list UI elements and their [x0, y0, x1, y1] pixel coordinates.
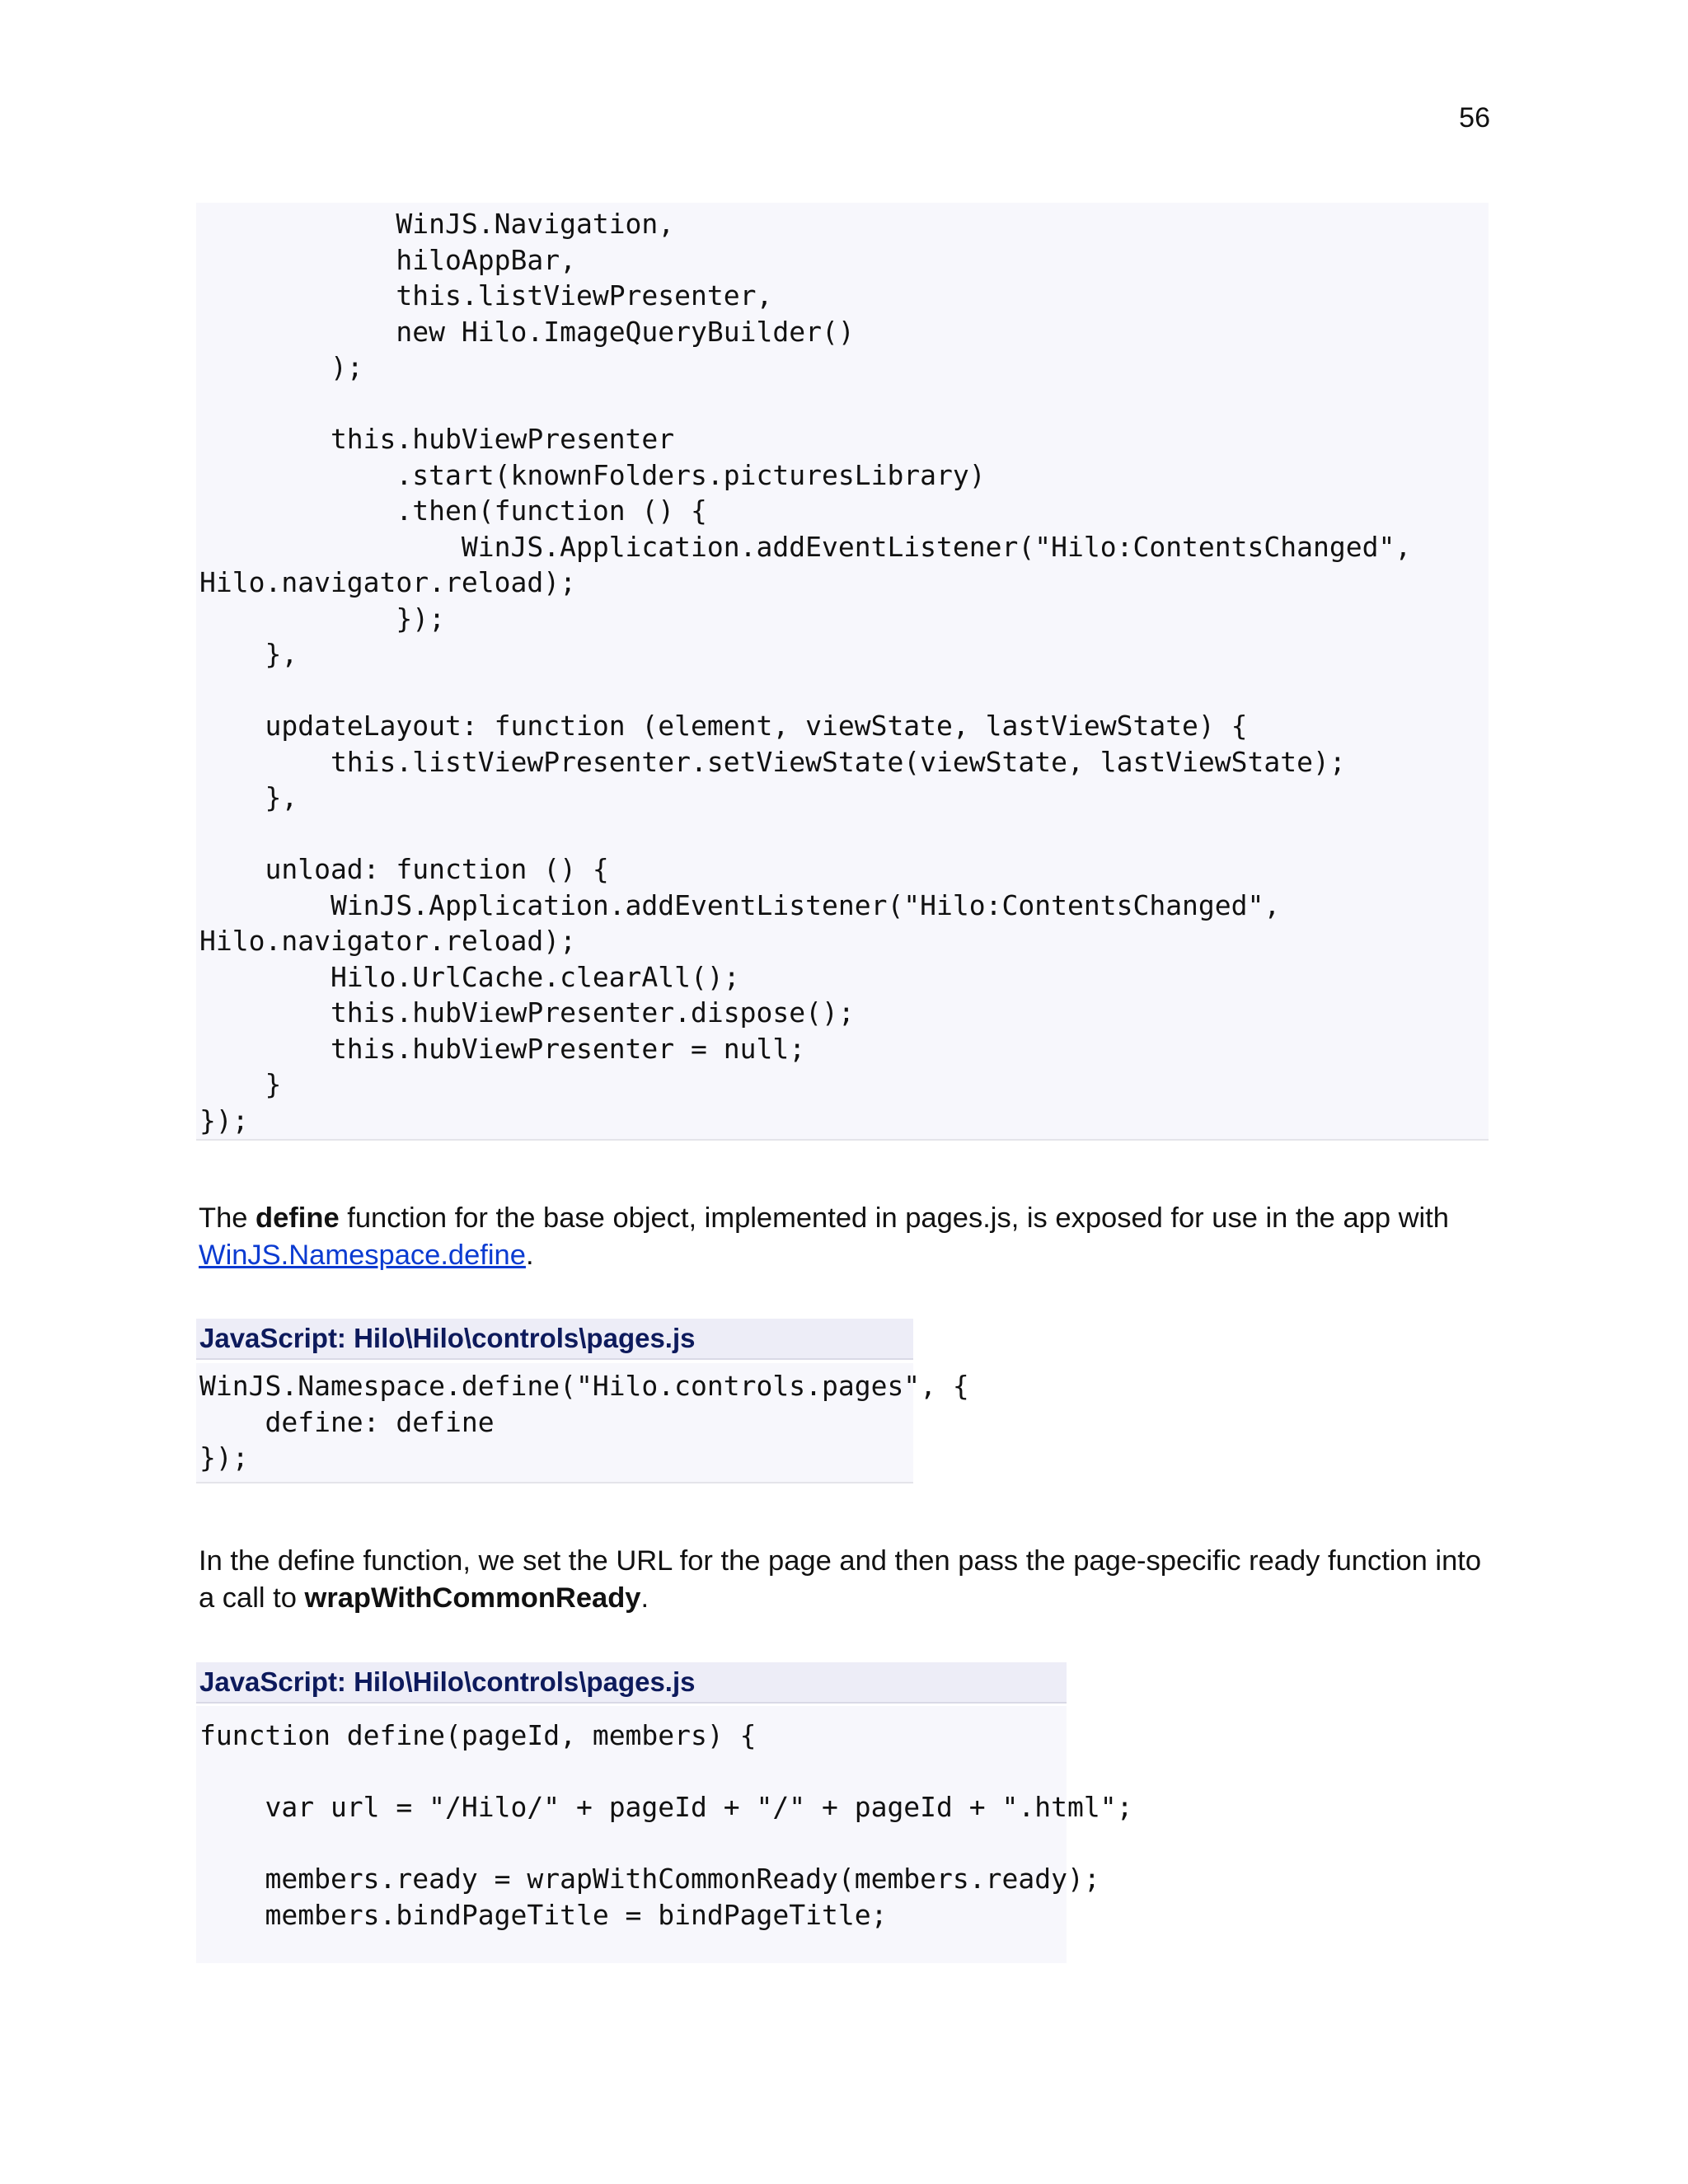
code-line: });: [199, 1104, 249, 1137]
code-line: this.listViewPresenter.setViewState(viewState, lastViewState);: [199, 745, 1346, 778]
code-line: var url = "/Hilo/" + pageId + "/" + pageId + ".html";: [199, 1791, 1133, 1823]
paragraph-text: .: [525, 1240, 534, 1271]
code-line: members.ready = wrapWithCommonReady(members.ready);: [199, 1863, 1100, 1895]
code-line: this.listViewPresenter,: [199, 279, 773, 312]
code-line: this.hubViewPresenter = null;: [199, 1032, 806, 1065]
code-line: Hilo.navigator.reload);: [199, 925, 576, 957]
paragraph-define-intro: [199, 1200, 1493, 1274]
code-block-hub-page: [196, 203, 1489, 1141]
code-line: Hilo.UrlCache.clearAll();: [199, 960, 740, 993]
code-line: hiloAppBar,: [199, 243, 576, 276]
code-line: [196, 386, 1489, 422]
code-line: new Hilo.ImageQueryBuilder(): [199, 315, 855, 348]
code-line: },: [199, 781, 298, 813]
page-number: 56: [1459, 102, 1490, 134]
code-line: WinJS.Application.addEventListener("Hilo:ContentsChanged",: [199, 530, 1412, 563]
code-line: [196, 673, 1489, 709]
code-line: }: [199, 1068, 282, 1100]
paragraph-text: The: [199, 1202, 256, 1234]
code-line: members.bindPageTitle = bindPageTitle;: [199, 1898, 888, 1931]
code-header-pages-js: JavaScript: Hilo\Hilo\controls\pages.js: [196, 1319, 913, 1360]
code-block-namespace-define: [196, 1363, 969, 1483]
code-block-define-function: [196, 1706, 1133, 1963]
code-line: .start(knownFolders.picturesLibrary): [199, 458, 986, 491]
code-line: WinJS.Navigation,: [199, 208, 675, 240]
paragraph-text: function for the base object, implemented in pages.js, is exposed for use in the app with: [339, 1202, 1449, 1234]
code-header-pages-js: JavaScript: Hilo\Hilo\controls\pages.js: [196, 1662, 1067, 1704]
code-line: unload: function () {: [199, 853, 609, 885]
code-line: this.hubViewPresenter.dispose();: [199, 996, 855, 1029]
code-line: [196, 1754, 1067, 1790]
code-line: Hilo.navigator.reload);: [199, 566, 576, 598]
code-line: WinJS.Namespace.define("Hilo.controls.pages", {: [199, 1370, 969, 1402]
paragraph-text: In the define function, we set the URL for the page and then pass the page-specific ready function into a call to: [199, 1545, 1482, 1614]
code-line: define: define: [199, 1405, 495, 1438]
bold-term-wrapwithcommonready: wrapWithCommonReady: [304, 1582, 641, 1614]
paragraph-define-function: [199, 1543, 1493, 1617]
code-line: [196, 1825, 1067, 1862]
code-line: [196, 816, 1489, 852]
bold-term-define: define: [256, 1202, 340, 1234]
code-line: this.hubViewPresenter: [199, 423, 675, 455]
winjs-namespace-define-link[interactable]: WinJS.Namespace.define: [199, 1240, 526, 1271]
code-line: .then(function () {: [199, 494, 707, 527]
code-line: updateLayout: function (element, viewState, lastViewState) {: [199, 710, 1248, 742]
code-line: });: [199, 602, 446, 635]
code-line: });: [199, 1441, 249, 1474]
paragraph-text: .: [640, 1582, 649, 1614]
code-line: function define(pageId, members) {: [199, 1719, 757, 1751]
code-line: );: [199, 351, 363, 383]
code-line: },: [199, 638, 298, 670]
code-line: WinJS.Application.addEventListener("Hilo:ContentsChanged",: [199, 888, 1281, 921]
